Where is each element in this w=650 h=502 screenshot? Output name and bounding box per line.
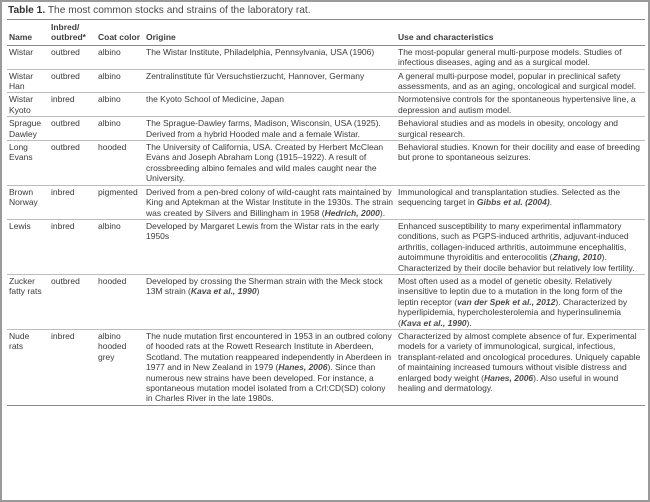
name-line: Kyoto — [9, 104, 31, 115]
coat-line: grey — [98, 351, 115, 362]
coat-line: hooded — [98, 341, 127, 352]
text-segment: Derived from a pen-bred colony of wild-caught rats maintained by King and Aptekman at the Wistar Institute in the 1930s. The strain was created by Silvers and Billingham in 1958 ( — [146, 186, 393, 218]
name-line: Long — [9, 142, 28, 153]
table-row — [7, 141, 645, 186]
table-row — [7, 329, 645, 405]
cell-origine — [144, 274, 396, 329]
coat-line: hooded — [98, 142, 127, 153]
citation: Hanes, 2006 — [484, 372, 534, 383]
cell-origine — [144, 219, 396, 274]
cell-coat-color — [96, 45, 144, 69]
header-inbred-line2: outbred* — [51, 32, 86, 43]
coat-line: hooded — [98, 275, 127, 286]
cell-origine — [144, 93, 396, 117]
text-segment: ). Since than numerous new strains have been developed. For instance, a spontaneous mutation model isolated from a Crl:CD(SD) colony in Charles River in the late 1980s. — [146, 362, 386, 404]
text-segment: Zentralinstitute für Versuchstierzucht, Hannover, Germany — [146, 70, 365, 81]
header-inbred-outbred — [49, 20, 96, 46]
coat-line: albino — [98, 94, 121, 105]
text-segment: the Kyoto School of Medicine, Japan — [146, 94, 284, 105]
name-line: Wistar — [9, 94, 34, 105]
cell-inbred-outbred: inbred — [49, 93, 96, 117]
header-coat-color: Coat color — [96, 20, 144, 46]
citation: Gibbs et al. (2004) — [476, 197, 550, 208]
name-line: Nude — [9, 330, 30, 341]
table-header-row — [7, 20, 645, 46]
cell-coat-color — [96, 93, 144, 117]
name-line: Wistar — [9, 46, 34, 57]
table-row — [7, 274, 645, 329]
name-line: Evans — [9, 152, 33, 163]
cell-use — [396, 141, 645, 186]
cell-name — [7, 219, 49, 274]
cell-name — [7, 185, 49, 219]
text-segment: Behavioral studies. Known for their docility and ease of breeding but prone to spontaneous seizures. — [398, 142, 640, 163]
citation: Hedrich, 2000 — [324, 207, 380, 218]
cell-inbred-outbred: outbred — [49, 117, 96, 141]
cell-name — [7, 274, 49, 329]
name-line: Wistar — [9, 70, 34, 81]
name-line: Norway — [9, 197, 38, 208]
cell-coat-color — [96, 185, 144, 219]
coat-line: albino — [98, 220, 121, 231]
table-row — [7, 219, 645, 274]
cell-inbred-outbred: inbred — [49, 185, 96, 219]
header-inbred-line1: Inbred/ — [51, 22, 80, 32]
text-segment: ). — [466, 317, 472, 328]
header-use: Use and characteristics — [396, 20, 645, 46]
cell-origine — [144, 117, 396, 141]
citation: Hanes, 2006 — [278, 362, 328, 373]
cell-use — [396, 274, 645, 329]
cell-name — [7, 117, 49, 141]
coat-line: pigmented — [98, 186, 138, 197]
cell-inbred-outbred: outbred — [49, 45, 96, 69]
cell-name — [7, 329, 49, 405]
text-segment: ). Characterized by their docile behavior but relatively low fertility. — [398, 252, 635, 273]
coat-line: albino — [98, 118, 121, 129]
cell-inbred-outbred: outbred — [49, 274, 96, 329]
text-segment: Developed by crossing the Sherman strain with the Meck stock 13M strain ( — [146, 275, 383, 297]
name-line: Dawley — [9, 128, 37, 139]
text-segment: The Wistar Institute, Philadelphia, Pennsylvania, USA (1906) — [146, 46, 375, 57]
cell-inbred-outbred: outbred — [49, 141, 96, 186]
cell-origine — [144, 69, 396, 93]
text-segment: The Sprague-Dawley farms, Madison, Wisconsin, USA (1925). Derived from a hybrid Hooded male and a female Wistar. — [146, 118, 381, 139]
cell-use — [396, 219, 645, 274]
coat-line: albino — [98, 46, 121, 57]
name-line: Brown — [9, 186, 34, 197]
text-segment: Behavioral studies and as models in obesity, oncology and surgical research. — [398, 118, 619, 139]
cell-origine — [144, 329, 396, 405]
cell-origine — [144, 45, 396, 69]
cell-origine — [144, 185, 396, 219]
name-line: Lewis — [9, 220, 31, 231]
text-segment: Enhanced susceptibility to many experimental inflammatory conditions, such as PGPS-induced arthritis, adjuvant-induced arthritis, collagen-induced arthritis, autoimmune encephalitis, autoimmune thyroiditis and enterocolitis ( — [398, 220, 629, 263]
cell-origine — [144, 141, 396, 186]
table-body — [7, 45, 645, 405]
text-segment: The most-popular general multi-purpose models. Studies of infectious diseases, aging and as a surgical model. — [398, 46, 622, 68]
rat-strains-table — [7, 19, 645, 406]
table-caption-text: The most common stocks and strains of the laboratory rat. — [45, 5, 311, 16]
name-line: rats — [9, 341, 24, 352]
text-segment: A general multi-purpose model, popular in preclinical safety assessments, and as an aging, oncological and surgical model. — [398, 70, 637, 92]
cell-use — [396, 93, 645, 117]
cell-coat-color — [96, 117, 144, 141]
text-segment: ). Characterized by hyperlipidemia, hypercholesterolemia and hyperinsulinemia ( — [398, 296, 628, 328]
cell-name — [7, 93, 49, 117]
header-origine: Origine — [144, 20, 396, 46]
text-segment: ) — [256, 286, 260, 297]
citation: van der Spek et al., 2012 — [457, 296, 556, 307]
name-line: Sprague — [9, 118, 42, 129]
name-line: fatty rats — [9, 286, 42, 297]
text-segment: . — [549, 197, 553, 208]
text-segment: Developed by Margaret Lewis from the Wistar rats in the early 1950s — [146, 220, 379, 242]
cell-name — [7, 69, 49, 93]
cell-coat-color — [96, 219, 144, 274]
cell-use — [396, 329, 645, 405]
table-row — [7, 185, 645, 219]
table-row — [7, 69, 645, 93]
cell-coat-color — [96, 141, 144, 186]
cell-use — [396, 69, 645, 93]
cell-name — [7, 45, 49, 69]
table-row — [7, 117, 645, 141]
cell-inbred-outbred: outbred — [49, 69, 96, 93]
cell-coat-color — [96, 329, 144, 405]
text-segment: The nude mutation first encountered in 1953 in an outbred colony of hooded rats at the Rowett Research Institute in Aberdeen, Scotland. The mutation reappeared independently in Aberdeen in 1977 and in New Zealand in 1979 ( — [146, 330, 392, 373]
text-segment: Characterized by almost complete absence of fur. Experimental models for a variety of immunological, surgical, infectious, transplant-related and oncological procedures. Uniquely capable of maintaining increased tumours without visible distress and enlarged body weight ( — [398, 330, 641, 383]
table-caption — [8, 5, 311, 16]
citation: Kava et al., 1990 — [190, 286, 257, 297]
cell-use — [396, 45, 645, 69]
text-segment: ). — [379, 207, 386, 218]
table-caption-label: Table 1. — [8, 5, 46, 16]
table-row — [7, 93, 645, 117]
cell-inbred-outbred: inbred — [49, 219, 96, 274]
cell-inbred-outbred: inbred — [49, 329, 96, 405]
cell-use — [396, 185, 645, 219]
text-segment: The University of California, USA. Created by Herbert McClean Evans and Joseph Abraham Long (1915–1922). A result of crossbreeding albino females and wild males caught near the University. — [146, 142, 384, 184]
coat-line: albino — [98, 330, 121, 341]
citation: Zhang, 2010 — [552, 252, 602, 263]
text-segment: Most often used as a model of genetic obesity. Relatively insensitive to leptin due to a mutation in the long form of the leptin receptor ( — [398, 275, 623, 307]
table-row — [7, 45, 645, 69]
cell-name — [7, 141, 49, 186]
cell-coat-color — [96, 69, 144, 93]
cell-coat-color — [96, 274, 144, 329]
citation: Kava et al., 1990 — [400, 317, 467, 328]
coat-line: albino — [98, 70, 121, 81]
cell-use — [396, 117, 645, 141]
header-name: Name — [7, 20, 49, 46]
text-segment: Normotensive controls for the spontaneous hypertensive line, a depression and autism model. — [398, 94, 636, 115]
text-segment: ). Also useful in wound healing and dermatology. — [398, 372, 619, 393]
name-line: Zucker — [9, 275, 35, 286]
name-line: Han — [9, 81, 25, 92]
text-segment: Immunological and transplantation studies. Selected as the sequencing target in — [398, 186, 621, 208]
